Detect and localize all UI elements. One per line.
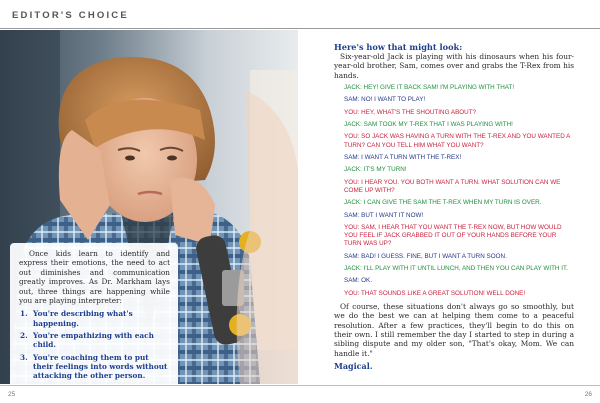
callout-point	[19, 353, 170, 381]
dialogue-line: SAM: I WANT A TURN WITH THE T-REX!	[344, 153, 462, 161]
dialogue-line: JACK: SAM TOOK MY T-REX THAT I WAS PLAYING WITH!	[344, 121, 513, 129]
dialogue-line: JACK: I'LL PLAY WITH IT UNTIL LUNCH, AND THEN YOU CAN PLAY WITH IT.	[344, 264, 568, 272]
dialogue-line: SAM: BAD! I GUESS. FINE, BUT I WANT A TURN SOON.	[344, 252, 507, 260]
callout-point-text: You're describing what's happening.	[33, 309, 133, 328]
article-outro: Of course, these situations don't always go so smoothly, but we do the best we can at helping them come to a peaceful resolution. After a few practices, they'll begin to do this on their own. I still remember the day I started to step in during a sibling dispute and my older son, "That's okay, Mom. We can handle it."	[334, 302, 574, 358]
article-intro: Six-year-old Jack is playing with his dinosaurs when his four-year-old brother, Sam, comes over and grabs the T-Rex from his hands.	[334, 52, 574, 80]
left-page-number: 25	[8, 391, 16, 398]
page-header	[0, 0, 600, 29]
callout-box	[10, 243, 178, 384]
dialogue-list	[334, 84, 574, 298]
dialogue-line: JACK: HEY! GIVE IT BACK SAM! I'M PLAYING WITH THAT!	[344, 83, 515, 91]
right-page	[334, 42, 574, 371]
callout-point-number: 3.	[20, 352, 28, 362]
callout-point-number: 1.	[20, 309, 28, 319]
dialogue-line: YOU: SO JACK WAS HAVING A TURN WITH THE T-REX AND YOU WANTED A TURN? CAN YOU TELL HIM WHAT YOU WANT?	[344, 133, 571, 149]
callout-point	[19, 309, 170, 328]
dialogue-line: YOU: THAT SOUNDS LIKE A GREAT SOLUTION! WELL DONE!	[344, 289, 526, 297]
dialogue-line: YOU: I HEAR YOU. YOU BOTH WANT A TURN. WHAT SOLUTION CAN WE COME UP WITH?	[344, 178, 561, 194]
article-closing: Magical.	[334, 360, 373, 371]
callout-list	[19, 309, 170, 380]
callout-intro: Once kids learn to identify and express their emotions, the need to act out diminishes and communication greatly improves. As Dr. Markham lays out, three things are happening while you are playing interpreter:	[19, 249, 170, 306]
section-title: EDITOR'S CHOICE	[12, 10, 129, 21]
callout-point-text: You're empathizing with each child.	[33, 331, 154, 350]
dialogue-line: JACK: IT'S MY TURN!	[344, 166, 407, 174]
dialogue-line: SAM: BUT I WANT IT NOW!	[344, 211, 424, 219]
dialogue-line: JACK: I CAN GIVE THE SAM THE T-REX WHEN MY TURN IS OVER.	[344, 199, 542, 207]
callout-point-number: 2.	[20, 331, 28, 341]
footer-divider	[0, 385, 600, 386]
dialogue-line: YOU: HEY, WHAT'S THE SHOUTING ABOUT?	[344, 108, 477, 116]
article-heading: Here's how that might look:	[334, 42, 463, 52]
dialogue-line: SAM: OK.	[344, 277, 372, 285]
dialogue-line: YOU: SAM, I HEAR THAT YOU WANT THE T-REX NOW, BUT HOW WOULD YOU FEEL IF JACK GRABBED IT OUT OF YOUR HANDS BEFORE YOUR TURN WAS UP?	[344, 223, 562, 248]
left-page	[0, 30, 298, 384]
callout-point	[19, 331, 170, 350]
callout-point-text: You're coaching them to put their feelings into words without attacking the other person.	[33, 352, 168, 381]
dialogue-line: SAM: NO! I WANT TO PLAY!	[344, 96, 426, 104]
right-page-number: 26	[584, 391, 592, 398]
